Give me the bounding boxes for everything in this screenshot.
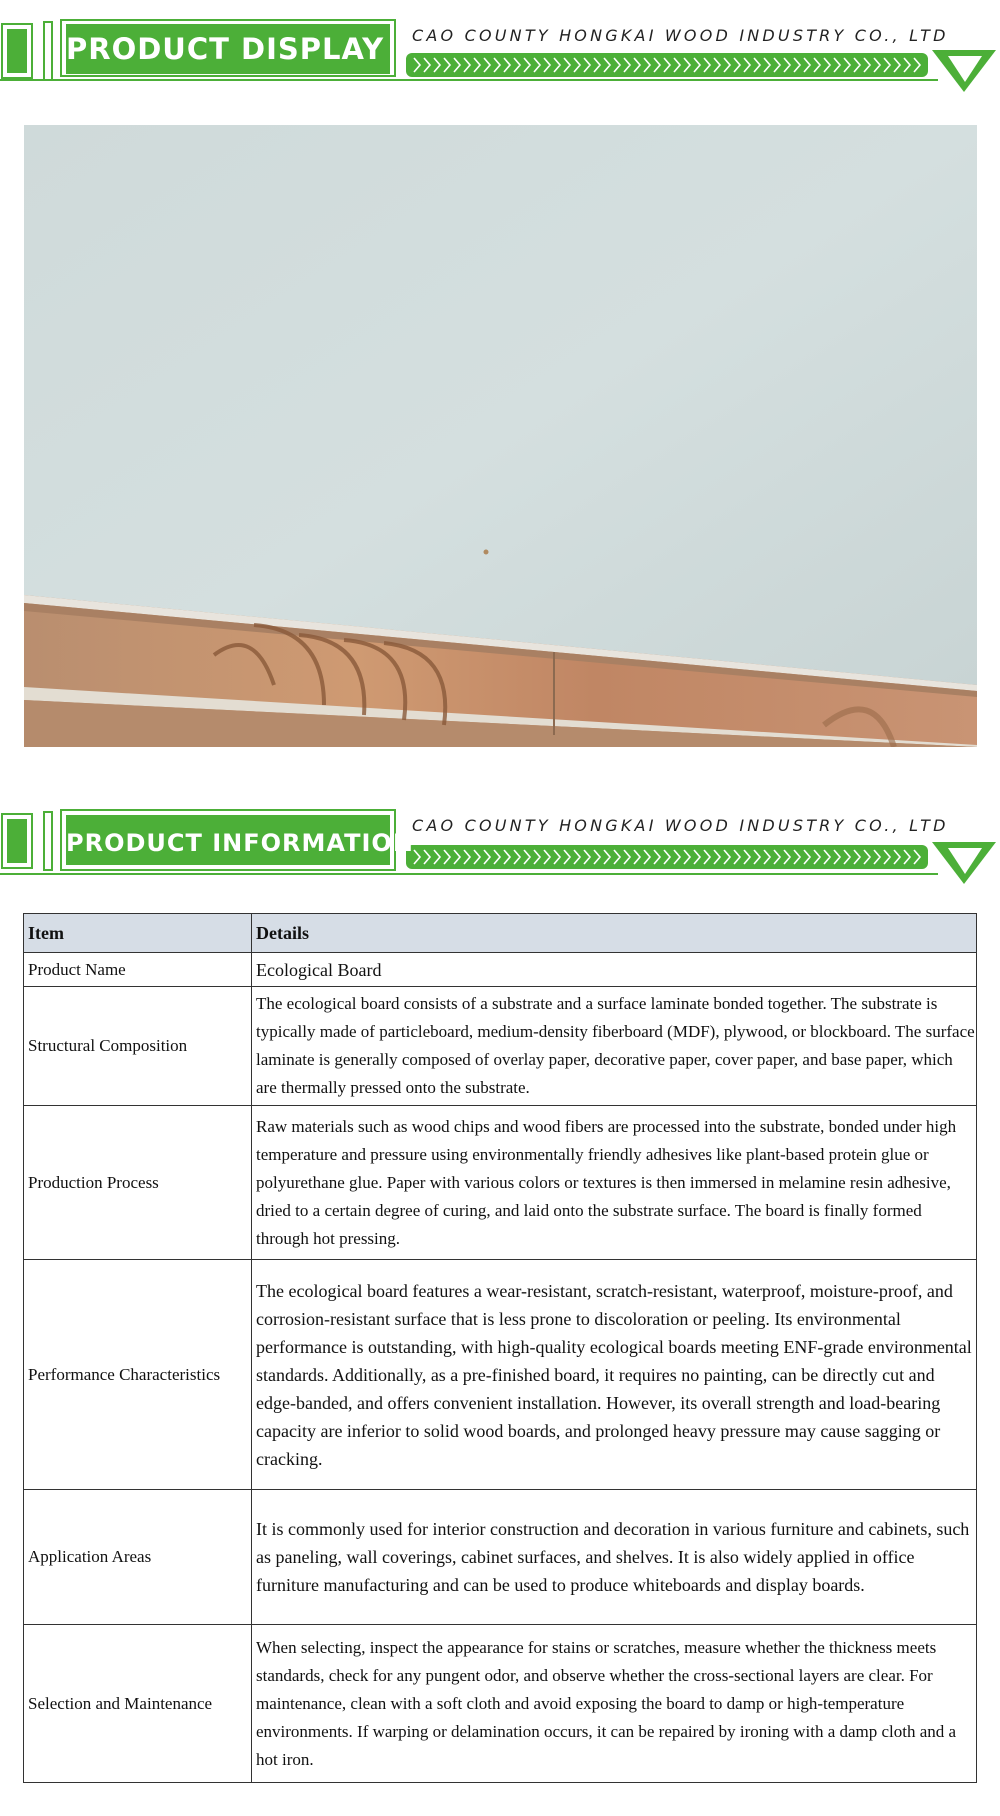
product-display-banner	[0, 0, 1000, 96]
company-name: CAO COUNTY HONGKAI WOOD INDUSTRY CO., LTD	[412, 816, 949, 835]
row-item-label: Production Process	[24, 1106, 252, 1260]
product-info-table	[23, 913, 977, 1783]
table-header-row	[24, 914, 977, 953]
product-information-banner	[0, 790, 1000, 886]
row-item-label: Performance Characteristics	[24, 1260, 252, 1490]
row-details: Ecological Board	[252, 953, 977, 987]
row-item-label: Application Areas	[24, 1490, 252, 1625]
table-row	[24, 1260, 977, 1490]
row-details: The ecological board consists of a substrate and a surface laminate bonded together. The substrate is typically made of particleboard, medium-density fiberboard (MDF), plywood, or blockboard. The surface laminate is generally composed of overlay paper, decorative paper, cover paper, and base paper, which are thermally pressed onto the substrate.	[252, 987, 977, 1106]
table-row	[24, 1490, 977, 1625]
banner-title: PRODUCT DISPLAY	[66, 32, 385, 66]
row-details: Raw materials such as wood chips and wood fibers are processed into the substrate, bonded under high temperature and pressure using environmentally friendly adhesives like plant-based protein glue or polyurethane glue. Paper with various colors or textures is then immersed in melamine resin adhesive, dried to a certain degree of curing, and laid onto the substrate surface. The board is finally formed through hot pressing.	[252, 1106, 977, 1260]
row-details: It is commonly used for interior construction and decoration in various furniture and cabinets, such as paneling, wall coverings, cabinet surfaces, and shelves. It is also widely applied in office furniture manufacturing and can be used to produce whiteboards and display boards.	[252, 1490, 977, 1625]
column-header-details: Details	[252, 914, 977, 953]
row-item-label: Structural Composition	[24, 987, 252, 1106]
table-row	[24, 1625, 977, 1783]
row-details: When selecting, inspect the appearance for stains or scratches, measure whether the thickness meets standards, check for any pungent odor, and observe whether the cross-sectional layers are clear. For maintenance, clean with a soft cloth and avoid exposing the board to damp or high-temperature environments. If warping or delamination occurs, it can be repaired by ironing with a damp cloth and a hot iron.	[252, 1625, 977, 1783]
column-header-item: Item	[24, 914, 252, 953]
row-item-label: Selection and Maintenance	[24, 1625, 252, 1783]
table-row	[24, 1106, 977, 1260]
company-name: CAO COUNTY HONGKAI WOOD INDUSTRY CO., LTD	[412, 26, 949, 45]
banner-title: PRODUCT INFORMATION	[66, 829, 414, 857]
row-details: The ecological board features a wear-resistant, scratch-resistant, waterproof, moisture-proof, and corrosion-resistant surface that is less prone to discoloration or peeling. Its environmental performance is outstanding, with high-quality ecological boards meeting ENF-grade environmental standards. Additionally, as a pre-finished board, it requires no painting, can be directly cut and edge-banded, and offers convenient installation. However, its overall strength and load-bearing capacity are inferior to solid wood boards, and prolonged heavy pressure may cause sagging or cracking.	[252, 1260, 977, 1490]
product-photo	[24, 125, 977, 747]
table-row	[24, 987, 977, 1106]
row-item-label: Product Name	[24, 953, 252, 987]
table-row	[24, 953, 977, 987]
